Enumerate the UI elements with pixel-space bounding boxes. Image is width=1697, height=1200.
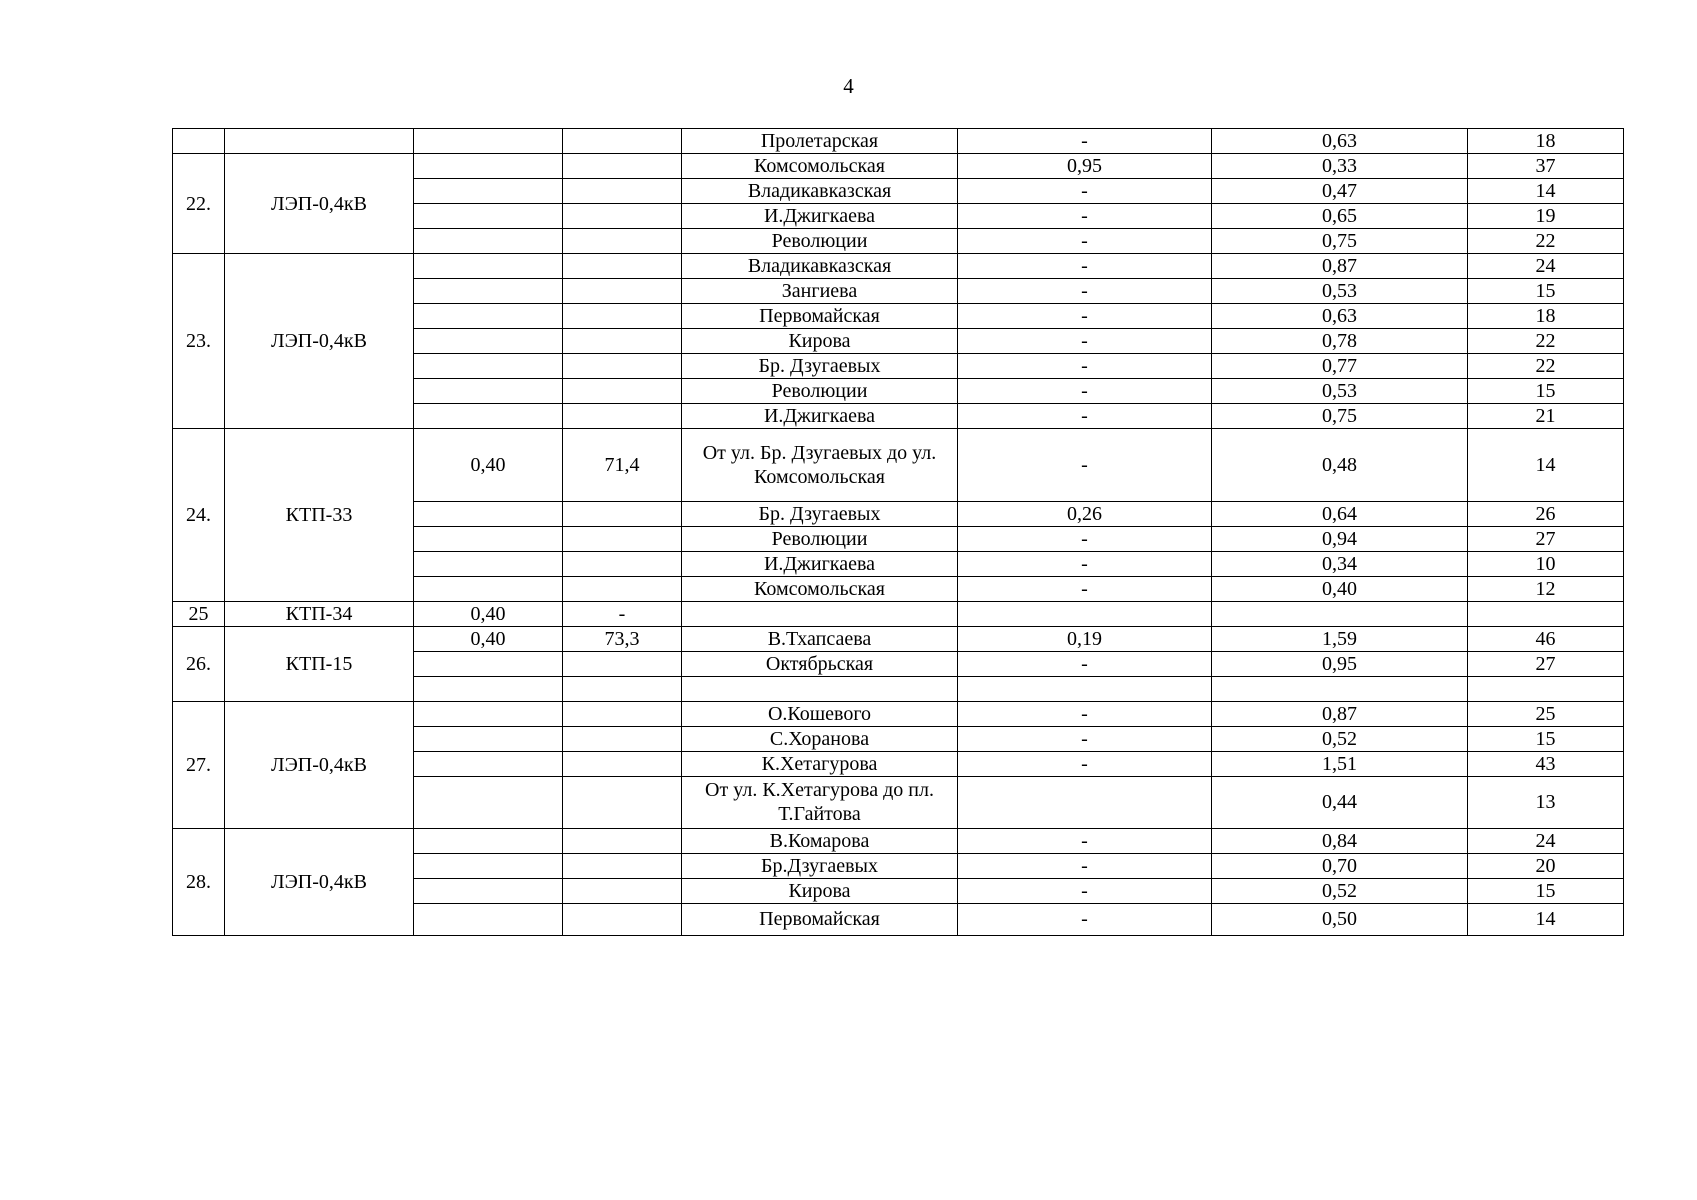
- load-percent-cell: 73,3: [563, 627, 682, 652]
- street-cell: О.Кошевого: [682, 701, 958, 726]
- value-a-cell: -: [958, 527, 1212, 552]
- value-b-cell: 0,84: [1212, 828, 1468, 853]
- table-row: [173, 828, 1624, 853]
- value-c-cell: 22: [1468, 329, 1624, 354]
- value-a-cell: -: [958, 577, 1212, 602]
- voltage-cell: [414, 404, 563, 429]
- street-cell: Пролетарская: [682, 129, 958, 154]
- street-cell: Бр. Дзугаевых: [682, 502, 958, 527]
- load-percent-cell: [563, 652, 682, 677]
- value-a-cell: -: [958, 279, 1212, 304]
- voltage-cell: [414, 577, 563, 602]
- street-cell: Революции: [682, 527, 958, 552]
- street-cell: Первомайская: [682, 304, 958, 329]
- value-b-cell: 1,59: [1212, 627, 1468, 652]
- street-cell: Владикавказская: [682, 179, 958, 204]
- value-a-cell: -: [958, 828, 1212, 853]
- value-c-cell: 12: [1468, 577, 1624, 602]
- value-b-cell: 0,95: [1212, 652, 1468, 677]
- voltage-cell: [414, 129, 563, 154]
- load-percent-cell: -: [563, 602, 682, 627]
- value-a-cell: 0,95: [958, 154, 1212, 179]
- value-c-cell: 19: [1468, 204, 1624, 229]
- table-row: [173, 701, 1624, 726]
- value-b-cell: [1212, 677, 1468, 702]
- street-cell: Кирова: [682, 329, 958, 354]
- value-a-cell: -: [958, 429, 1212, 502]
- table-row: [173, 627, 1624, 652]
- street-cell: От ул. Бр. Дзугаевых до ул. Комсомольская: [682, 429, 958, 502]
- load-percent-cell: [563, 329, 682, 354]
- value-c-cell: 43: [1468, 751, 1624, 776]
- load-percent-cell: [563, 701, 682, 726]
- load-percent-cell: 71,4: [563, 429, 682, 502]
- street-cell: Кирова: [682, 878, 958, 903]
- load-percent-cell: [563, 229, 682, 254]
- street-cell: Зангиева: [682, 279, 958, 304]
- value-b-cell: 0,70: [1212, 853, 1468, 878]
- object-name-cell: КТП-34: [225, 602, 414, 627]
- voltage-cell: [414, 527, 563, 552]
- street-cell: Комсомольская: [682, 154, 958, 179]
- street-cell: С.Хоранова: [682, 726, 958, 751]
- value-c-cell: 27: [1468, 527, 1624, 552]
- load-percent-cell: [563, 154, 682, 179]
- street-cell: [682, 677, 958, 702]
- value-b-cell: 0,44: [1212, 776, 1468, 828]
- voltage-cell: [414, 552, 563, 577]
- load-percent-cell: [563, 502, 682, 527]
- table-body: [173, 129, 1624, 936]
- table-row: [173, 429, 1624, 502]
- street-cell: В.Комарова: [682, 828, 958, 853]
- voltage-cell: [414, 652, 563, 677]
- object-name-cell: ЛЭП-0,4кВ: [225, 828, 414, 935]
- value-b-cell: 0,87: [1212, 701, 1468, 726]
- load-percent-cell: [563, 577, 682, 602]
- value-a-cell: -: [958, 254, 1212, 279]
- page-number: 4: [843, 74, 854, 98]
- voltage-cell: [414, 903, 563, 935]
- value-c-cell: 22: [1468, 229, 1624, 254]
- value-a-cell: -: [958, 329, 1212, 354]
- street-cell: От ул. К.Хетагурова до пл. Т.Гайтова: [682, 776, 958, 828]
- value-a-cell: [958, 602, 1212, 627]
- value-c-cell: 14: [1468, 903, 1624, 935]
- value-b-cell: 0,63: [1212, 129, 1468, 154]
- value-b-cell: 0,33: [1212, 154, 1468, 179]
- value-a-cell: -: [958, 354, 1212, 379]
- voltage-cell: [414, 502, 563, 527]
- row-number-cell: 27.: [173, 701, 225, 828]
- voltage-cell: [414, 677, 563, 702]
- street-cell: И.Джигкаева: [682, 204, 958, 229]
- value-c-cell: [1468, 602, 1624, 627]
- value-c-cell: 18: [1468, 304, 1624, 329]
- value-c-cell: [1468, 677, 1624, 702]
- voltage-cell: [414, 154, 563, 179]
- voltage-cell: [414, 304, 563, 329]
- load-percent-cell: [563, 254, 682, 279]
- value-a-cell: -: [958, 204, 1212, 229]
- value-b-cell: 0,52: [1212, 726, 1468, 751]
- value-c-cell: 10: [1468, 552, 1624, 577]
- load-percent-cell: [563, 279, 682, 304]
- load-percent-cell: [563, 677, 682, 702]
- value-b-cell: 0,53: [1212, 279, 1468, 304]
- voltage-cell: [414, 379, 563, 404]
- voltage-cell: 0,40: [414, 429, 563, 502]
- load-percent-cell: [563, 903, 682, 935]
- value-c-cell: 15: [1468, 878, 1624, 903]
- load-percent-cell: [563, 776, 682, 828]
- network-table: [172, 128, 1624, 936]
- object-name-cell: КТП-33: [225, 429, 414, 602]
- street-cell: Первомайская: [682, 903, 958, 935]
- value-a-cell: -: [958, 903, 1212, 935]
- object-name-cell: [225, 129, 414, 154]
- street-cell: [682, 602, 958, 627]
- value-a-cell: 0,19: [958, 627, 1212, 652]
- value-c-cell: 24: [1468, 828, 1624, 853]
- voltage-cell: [414, 853, 563, 878]
- value-c-cell: 18: [1468, 129, 1624, 154]
- value-c-cell: 15: [1468, 279, 1624, 304]
- load-percent-cell: [563, 304, 682, 329]
- load-percent-cell: [563, 179, 682, 204]
- voltage-cell: 0,40: [414, 602, 563, 627]
- value-b-cell: 0,48: [1212, 429, 1468, 502]
- street-cell: И.Джигкаева: [682, 552, 958, 577]
- street-cell: И.Джигкаева: [682, 404, 958, 429]
- value-a-cell: -: [958, 129, 1212, 154]
- value-b-cell: 0,87: [1212, 254, 1468, 279]
- value-a-cell: -: [958, 701, 1212, 726]
- load-percent-cell: [563, 404, 682, 429]
- value-b-cell: 0,47: [1212, 179, 1468, 204]
- value-a-cell: -: [958, 552, 1212, 577]
- voltage-cell: [414, 329, 563, 354]
- street-cell: Бр. Дзугаевых: [682, 354, 958, 379]
- value-c-cell: 14: [1468, 179, 1624, 204]
- voltage-cell: [414, 179, 563, 204]
- voltage-cell: [414, 878, 563, 903]
- value-a-cell: -: [958, 751, 1212, 776]
- value-b-cell: 0,94: [1212, 527, 1468, 552]
- value-c-cell: 24: [1468, 254, 1624, 279]
- value-a-cell: -: [958, 652, 1212, 677]
- object-name-cell: КТП-15: [225, 627, 414, 702]
- value-c-cell: 25: [1468, 701, 1624, 726]
- voltage-cell: [414, 701, 563, 726]
- value-b-cell: 0,34: [1212, 552, 1468, 577]
- value-b-cell: 0,40: [1212, 577, 1468, 602]
- table-row: [173, 602, 1624, 627]
- table-row: [173, 254, 1624, 279]
- load-percent-cell: [563, 129, 682, 154]
- object-name-cell: ЛЭП-0,4кВ: [225, 701, 414, 828]
- value-b-cell: 0,75: [1212, 229, 1468, 254]
- value-c-cell: 46: [1468, 627, 1624, 652]
- value-b-cell: 0,65: [1212, 204, 1468, 229]
- value-b-cell: 0,64: [1212, 502, 1468, 527]
- value-c-cell: 27: [1468, 652, 1624, 677]
- row-number-cell: 28.: [173, 828, 225, 935]
- voltage-cell: [414, 751, 563, 776]
- voltage-cell: [414, 254, 563, 279]
- value-c-cell: 15: [1468, 726, 1624, 751]
- value-c-cell: 15: [1468, 379, 1624, 404]
- voltage-cell: [414, 776, 563, 828]
- load-percent-cell: [563, 204, 682, 229]
- value-b-cell: 0,52: [1212, 878, 1468, 903]
- street-cell: Владикавказская: [682, 254, 958, 279]
- value-b-cell: 0,50: [1212, 903, 1468, 935]
- load-percent-cell: [563, 527, 682, 552]
- value-a-cell: -: [958, 229, 1212, 254]
- load-percent-cell: [563, 726, 682, 751]
- row-number-cell: 23.: [173, 254, 225, 429]
- voltage-cell: [414, 229, 563, 254]
- value-b-cell: 0,75: [1212, 404, 1468, 429]
- street-cell: Революции: [682, 379, 958, 404]
- value-a-cell: -: [958, 179, 1212, 204]
- value-a-cell: [958, 677, 1212, 702]
- load-percent-cell: [563, 552, 682, 577]
- voltage-cell: [414, 204, 563, 229]
- street-cell: Революции: [682, 229, 958, 254]
- value-c-cell: 13: [1468, 776, 1624, 828]
- value-a-cell: -: [958, 379, 1212, 404]
- street-cell: Октябрьская: [682, 652, 958, 677]
- value-a-cell: -: [958, 404, 1212, 429]
- value-a-cell: 0,26: [958, 502, 1212, 527]
- value-a-cell: -: [958, 853, 1212, 878]
- voltage-cell: [414, 354, 563, 379]
- object-name-cell: ЛЭП-0,4кВ: [225, 254, 414, 429]
- load-percent-cell: [563, 379, 682, 404]
- street-cell: К.Хетагурова: [682, 751, 958, 776]
- value-c-cell: 37: [1468, 154, 1624, 179]
- load-percent-cell: [563, 751, 682, 776]
- value-c-cell: 20: [1468, 853, 1624, 878]
- value-b-cell: 0,63: [1212, 304, 1468, 329]
- value-b-cell: 0,53: [1212, 379, 1468, 404]
- object-name-cell: ЛЭП-0,4кВ: [225, 154, 414, 254]
- row-number-cell: 24.: [173, 429, 225, 602]
- load-percent-cell: [563, 828, 682, 853]
- load-percent-cell: [563, 853, 682, 878]
- load-percent-cell: [563, 354, 682, 379]
- voltage-cell: 0,40: [414, 627, 563, 652]
- load-percent-cell: [563, 878, 682, 903]
- value-b-cell: 1,51: [1212, 751, 1468, 776]
- value-c-cell: 26: [1468, 502, 1624, 527]
- table-row: [173, 154, 1624, 179]
- value-b-cell: [1212, 602, 1468, 627]
- street-cell: В.Тхапсаева: [682, 627, 958, 652]
- table-row: [173, 129, 1624, 154]
- value-a-cell: [958, 776, 1212, 828]
- value-c-cell: 22: [1468, 354, 1624, 379]
- row-number-cell: [173, 129, 225, 154]
- row-number-cell: 22.: [173, 154, 225, 254]
- value-b-cell: 0,78: [1212, 329, 1468, 354]
- row-number-cell: 26.: [173, 627, 225, 702]
- street-cell: Бр.Дзугаевых: [682, 853, 958, 878]
- value-b-cell: 0,77: [1212, 354, 1468, 379]
- value-a-cell: -: [958, 304, 1212, 329]
- value-c-cell: 14: [1468, 429, 1624, 502]
- row-number-cell: 25: [173, 602, 225, 627]
- voltage-cell: [414, 828, 563, 853]
- voltage-cell: [414, 726, 563, 751]
- value-a-cell: -: [958, 726, 1212, 751]
- street-cell: Комсомольская: [682, 577, 958, 602]
- value-a-cell: -: [958, 878, 1212, 903]
- value-c-cell: 21: [1468, 404, 1624, 429]
- voltage-cell: [414, 279, 563, 304]
